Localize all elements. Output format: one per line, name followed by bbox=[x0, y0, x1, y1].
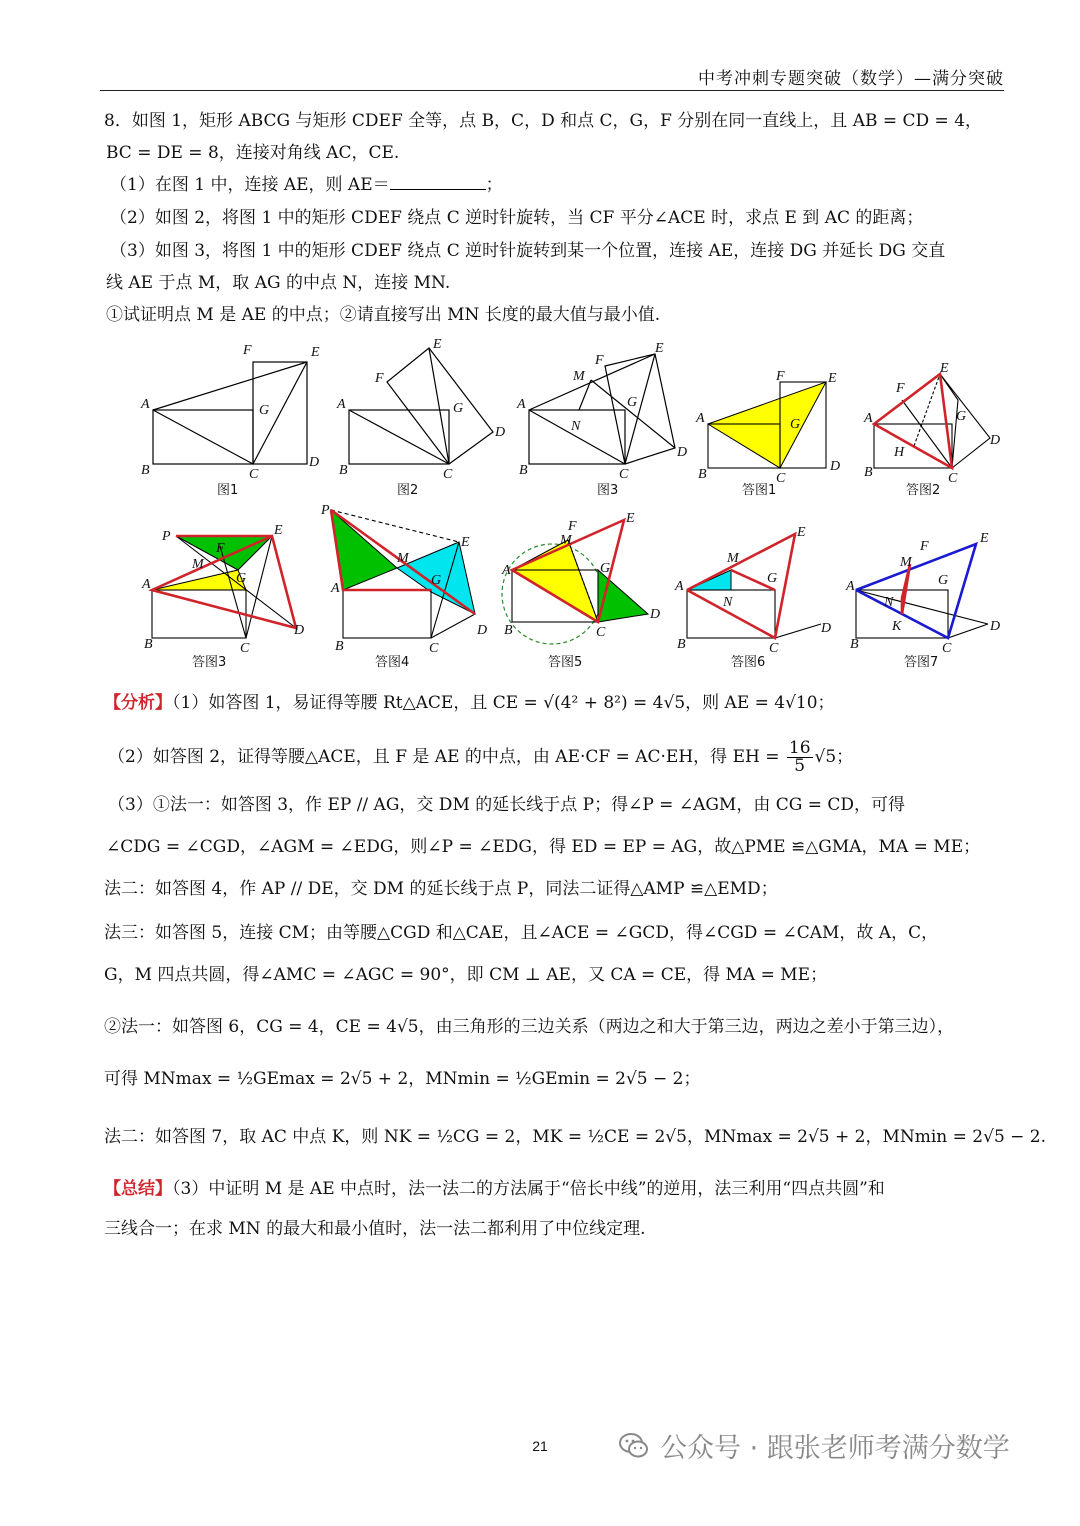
svg-text:H: H bbox=[894, 445, 905, 460]
caption-ans2: 答图2 bbox=[906, 483, 941, 498]
answer-figure-5 bbox=[500, 510, 670, 670]
caption-ans6: 答图6 bbox=[731, 655, 766, 670]
svg-text:E: E bbox=[433, 337, 442, 352]
caption-fig2: 图2 bbox=[397, 483, 419, 498]
svg-text:F: F bbox=[243, 343, 252, 358]
answer-figure-3 bbox=[140, 520, 310, 670]
svg-text:G: G bbox=[600, 561, 611, 576]
question-1-text: （1）在图 1 中，连接 AE，则 AE＝ bbox=[110, 175, 390, 195]
caption-ans3: 答图3 bbox=[192, 655, 227, 670]
figure-3 bbox=[515, 340, 695, 500]
caption-ans4: 答图4 bbox=[375, 655, 410, 670]
svg-text:B: B bbox=[698, 467, 707, 482]
svg-text:A: A bbox=[502, 563, 511, 578]
svg-text:N: N bbox=[884, 595, 894, 610]
svg-text:C: C bbox=[776, 471, 786, 486]
svg-text:F: F bbox=[216, 541, 225, 556]
svg-text:D: D bbox=[821, 621, 832, 636]
svg-text:G: G bbox=[236, 571, 247, 586]
figure-1 bbox=[135, 340, 325, 500]
answer-figure-1 bbox=[690, 360, 850, 500]
svg-text:E: E bbox=[461, 535, 470, 550]
svg-text:E: E bbox=[311, 345, 320, 360]
svg-text:E: E bbox=[274, 523, 283, 538]
summary-line-2: 三线合一；在求 MN 的最大和最小值时，法一法二都利用了中位线定理. bbox=[104, 1219, 646, 1239]
caption-fig3: 图3 bbox=[597, 483, 619, 498]
svg-text:D: D bbox=[990, 619, 1001, 634]
svg-text:A: A bbox=[864, 411, 873, 426]
svg-text:F: F bbox=[776, 369, 785, 384]
svg-text:B: B bbox=[339, 463, 348, 478]
watermark-text: 公众号 · 跟张老师考满分数学 bbox=[660, 1433, 1010, 1464]
svg-text:N: N bbox=[571, 419, 581, 434]
svg-text:N: N bbox=[723, 595, 733, 610]
svg-text:M: M bbox=[727, 551, 739, 566]
wechat-icon bbox=[618, 1430, 650, 1462]
analysis-p1: （1）如答图 1，易证得等腰 Rt△ACE，且 CE = √(4² + 8²) = 4√5，则 AE = 4√10； bbox=[172, 693, 835, 713]
caption-fig1: 图1 bbox=[217, 483, 239, 498]
svg-text:A: A bbox=[696, 411, 705, 426]
svg-text:P: P bbox=[321, 503, 330, 518]
svg-text:E: E bbox=[940, 361, 949, 376]
svg-text:C: C bbox=[429, 641, 439, 656]
svg-text:C: C bbox=[948, 471, 958, 486]
svg-text:D: D bbox=[990, 433, 1001, 448]
svg-text:B: B bbox=[677, 637, 686, 652]
svg-text:C: C bbox=[249, 467, 259, 482]
svg-text:D: D bbox=[650, 607, 661, 622]
svg-text:B: B bbox=[144, 637, 153, 652]
watermark bbox=[618, 1426, 1010, 1465]
svg-text:C: C bbox=[596, 625, 606, 640]
page-header bbox=[100, 62, 1004, 91]
svg-text:A: A bbox=[517, 397, 526, 412]
svg-text:G: G bbox=[956, 409, 967, 424]
answer-figure-6 bbox=[675, 520, 845, 670]
fraction-denominator: 5 bbox=[794, 756, 806, 776]
svg-text:M: M bbox=[560, 533, 572, 548]
analysis-line-7: G，M 四点共圆，得∠AMC = ∠AGC = 90°，即 CM ⊥ AE，又 CA = CE，得 MA = ME； bbox=[104, 965, 828, 985]
svg-text:G: G bbox=[767, 571, 778, 586]
fraction-16-5 bbox=[787, 740, 813, 775]
svg-text:D: D bbox=[677, 445, 688, 460]
svg-text:G: G bbox=[259, 403, 270, 418]
svg-text:M: M bbox=[573, 369, 585, 384]
svg-text:A: A bbox=[331, 581, 340, 596]
analysis-line-5: 法二：如答图 4，作 AP // DE，交 DM 的延长线于点 P，同法二证得△AMP ≌△EMD； bbox=[104, 879, 778, 899]
svg-text:E: E bbox=[980, 531, 989, 546]
svg-text:G: G bbox=[790, 417, 801, 432]
problem-line-1: 8．如图 1，矩形 ABCG 与矩形 CDEF 全等，点 B，C，D 和点 C，G，F 分别在同一直线上，且 AB = CD = 4， bbox=[104, 111, 983, 131]
svg-text:B: B bbox=[850, 637, 859, 652]
question-3b: 线 AE 于点 M，取 AG 的中点 N，连接 MN. bbox=[106, 273, 451, 293]
question-3a: （3）如图 3，将图 1 中的矩形 CDEF 绕点 C 逆时针旋转到某一个位置，连接 AE，连接 DG 并延长 DG 交直 bbox=[110, 241, 946, 261]
caption-ans1: 答图1 bbox=[742, 483, 777, 498]
svg-text:A: A bbox=[675, 579, 684, 594]
figure-2 bbox=[335, 337, 515, 500]
svg-text:G: G bbox=[431, 573, 442, 588]
svg-text:A: A bbox=[142, 577, 151, 592]
svg-text:C: C bbox=[942, 641, 952, 656]
summary-l1: （3）中证明 M 是 AE 中点时，法一法二的方法属于“倍长中线”的逆用，法三利用“四点共圆”和 bbox=[172, 1179, 885, 1199]
svg-text:D: D bbox=[309, 455, 320, 470]
svg-text:F: F bbox=[568, 519, 577, 534]
analysis-line-2 bbox=[108, 740, 853, 775]
analysis-line-9: 可得 MNmax = ½GEmax = 2√5 + 2，MNmin = ½GEmin = 2√5 − 2； bbox=[104, 1069, 701, 1089]
svg-text:B: B bbox=[504, 623, 513, 638]
header-title: 中考冲刺专题突破（数学）—满分突破 bbox=[698, 69, 1004, 89]
caption-ans5: 答图5 bbox=[548, 655, 583, 670]
svg-text:F: F bbox=[920, 539, 929, 554]
problem-line-2: BC = DE = 8，连接对角线 AC，CE. bbox=[106, 143, 400, 163]
svg-text:C: C bbox=[443, 467, 453, 482]
svg-text:E: E bbox=[655, 341, 664, 356]
analysis-line-6: 法三：如答图 5，连接 CM；由等腰△CGD 和△CAE，且∠ACE = ∠GCD，得∠CGD = ∠CAM，故 A，C， bbox=[104, 923, 939, 943]
svg-text:B: B bbox=[141, 463, 150, 478]
answer-figure-4 bbox=[321, 502, 500, 672]
svg-text:C: C bbox=[240, 641, 250, 656]
page-number: 21 bbox=[532, 1438, 548, 1454]
svg-text:K: K bbox=[892, 619, 902, 634]
analysis-line-4: ∠CDG = ∠CGD，∠AGM = ∠EDG，则∠P = ∠EDG，得 ED = EP = AG，故△PME ≌△GMA，MA = ME； bbox=[106, 837, 981, 857]
svg-text:E: E bbox=[797, 525, 806, 540]
svg-text:G: G bbox=[938, 573, 949, 588]
analysis-line-1 bbox=[104, 692, 835, 714]
summary-line-1 bbox=[104, 1178, 885, 1200]
svg-text:F: F bbox=[375, 371, 384, 386]
svg-text:M: M bbox=[397, 551, 409, 566]
analysis-line-3: （3）①法一：如答图 3，作 EP // AG，交 DM 的延长线于点 P；得∠P = ∠AGM，由 CG = CD，可得 bbox=[108, 795, 906, 815]
analysis-p2-end: √5； bbox=[814, 747, 854, 767]
svg-text:M: M bbox=[900, 555, 912, 570]
svg-text:B: B bbox=[864, 465, 873, 480]
analysis-line-8: ②法一：如答图 6，CG = 4，CE = 4√5，由三角形的三边关系（两边之和大于第三边，两边之差小于第三边）， bbox=[104, 1017, 955, 1037]
svg-text:D: D bbox=[294, 623, 305, 638]
svg-text:A: A bbox=[846, 579, 855, 594]
answer-figure-2 bbox=[862, 360, 1012, 500]
svg-text:P: P bbox=[162, 529, 171, 544]
svg-text:E: E bbox=[828, 371, 837, 386]
svg-text:G: G bbox=[627, 395, 638, 410]
question-1 bbox=[110, 174, 503, 196]
svg-text:C: C bbox=[619, 467, 629, 482]
analysis-line-10: 法二：如答图 7，取 AC 中点 K，则 NK = ½CG = 2，MK = ½CE = 2√5，MNmax = 2√5 + 2，MNmin = 2√5 − 2. bbox=[104, 1127, 1047, 1147]
svg-text:E: E bbox=[626, 511, 635, 526]
svg-text:A: A bbox=[141, 397, 150, 412]
svg-text:B: B bbox=[519, 463, 528, 478]
svg-text:A: A bbox=[337, 397, 346, 412]
question-3c: ①试证明点 M 是 AE 的中点；②请直接写出 MN 长度的最大值与最小值. bbox=[106, 305, 661, 325]
svg-text:D: D bbox=[477, 623, 488, 638]
svg-text:B: B bbox=[335, 639, 344, 654]
analysis-tag: 【分析】 bbox=[104, 693, 172, 713]
svg-text:G: G bbox=[453, 401, 464, 416]
question-2: （2）如图 2，将图 1 中的矩形 CDEF 绕点 C 逆时针旋转，当 CF 平分∠ACE 时，求点 E 到 AC 的距离； bbox=[110, 208, 924, 228]
summary-tag: 【总结】 bbox=[104, 1179, 172, 1199]
fraction-numerator: 16 bbox=[788, 738, 811, 758]
caption-ans7: 答图7 bbox=[904, 655, 939, 670]
answer-figure-7 bbox=[848, 520, 1018, 670]
svg-text:D: D bbox=[495, 425, 506, 440]
svg-text:M: M bbox=[192, 557, 204, 572]
question-1-end: ； bbox=[485, 175, 503, 195]
svg-text:F: F bbox=[595, 353, 604, 368]
svg-text:D: D bbox=[830, 459, 841, 474]
analysis-p2-text: （2）如答图 2，证得等腰△ACE，且 F 是 AE 的中点，由 AE·CF = AC·EH，得 EH = bbox=[108, 747, 780, 767]
svg-text:F: F bbox=[896, 381, 905, 396]
answer-blank bbox=[390, 175, 486, 190]
svg-text:C: C bbox=[769, 641, 779, 656]
